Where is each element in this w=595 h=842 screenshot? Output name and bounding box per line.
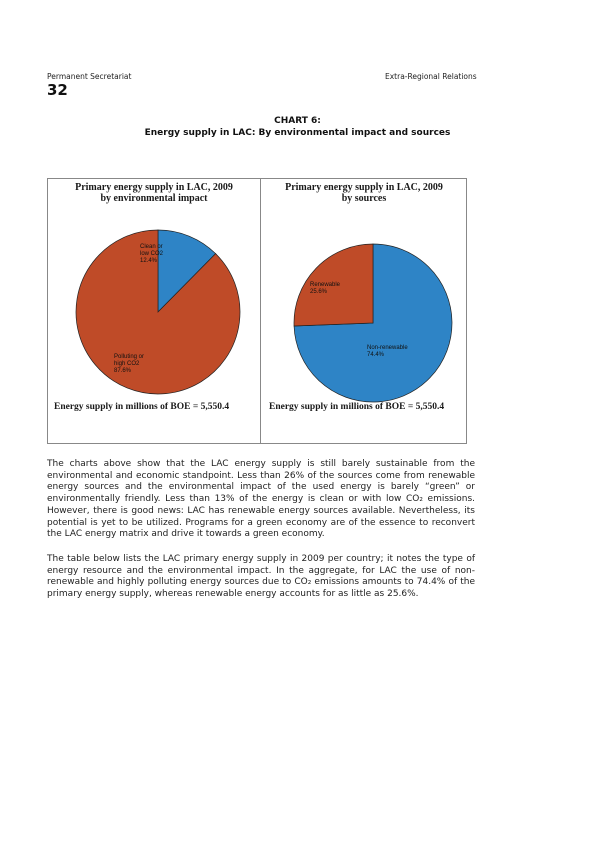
pie-title-line: Primary energy supply in LAC, 2009 xyxy=(285,182,443,193)
header-left: Permanent Secretariat xyxy=(47,72,132,81)
chart-panel-impact xyxy=(48,179,260,443)
chart-figure xyxy=(47,178,467,444)
body-paragraph-2: The table below lists the LAC primary energy supply in 2009 per country; it notes the type of energy resource and the environmental impact. In the aggregate, for LAC the use of non-renewable and highly polluting energy sources due to CO₂ emissions amounts to 74.4% of the primary energy supply, whereas renewable energy accounts for as little as 25.6%. xyxy=(47,554,475,600)
pie-chart-impact xyxy=(48,179,260,443)
chart-caption-number: CHART 6: xyxy=(274,116,321,126)
chart-panel-sources xyxy=(260,179,467,443)
pie-title-line: Primary energy supply in LAC, 2009 xyxy=(75,182,233,193)
page-number: 32 xyxy=(47,81,68,99)
pie-title-line: by sources xyxy=(341,193,387,204)
header-right: Extra-Regional Relations xyxy=(385,72,477,81)
slice-label-clean: Clean or low CO2 12.4% xyxy=(140,244,164,264)
slice-label-renewable: Renewable 25.6% xyxy=(310,282,341,295)
body-paragraph-1: The charts above show that the LAC energy supply is still barely sustainable from the environmental and economic standpoint. Less than 26% of the sources come from renewable energy sources and the environmental impact of the used energy is barely “green” or environmentally friendly. Less than 13% of the energy is clean or with low CO₂ emissions. However, there is good news: LAC has renewable energy sources available. Nevertheless, its potential is yet to be utilized. Programs for a green economy are of the essence to reconvert the LAC energy matrix and drive it towards a green economy. xyxy=(47,459,475,540)
pie-chart-sources xyxy=(261,179,467,443)
pie-footer-total: Energy supply in millions of BOE = 5,550.4 xyxy=(54,402,230,412)
pie-title-line: by environmental impact xyxy=(100,193,208,204)
slice-label-polluting: Polluting or high CO2 87.6% xyxy=(114,354,145,374)
pie-footer-total: Energy supply in millions of BOE = 5,550.4 xyxy=(269,402,445,412)
chart-caption-title: Energy supply in LAC: By environmental impact and sources xyxy=(144,128,451,138)
slice-label-non-renewable: Non-renewable 74.4% xyxy=(367,345,408,358)
